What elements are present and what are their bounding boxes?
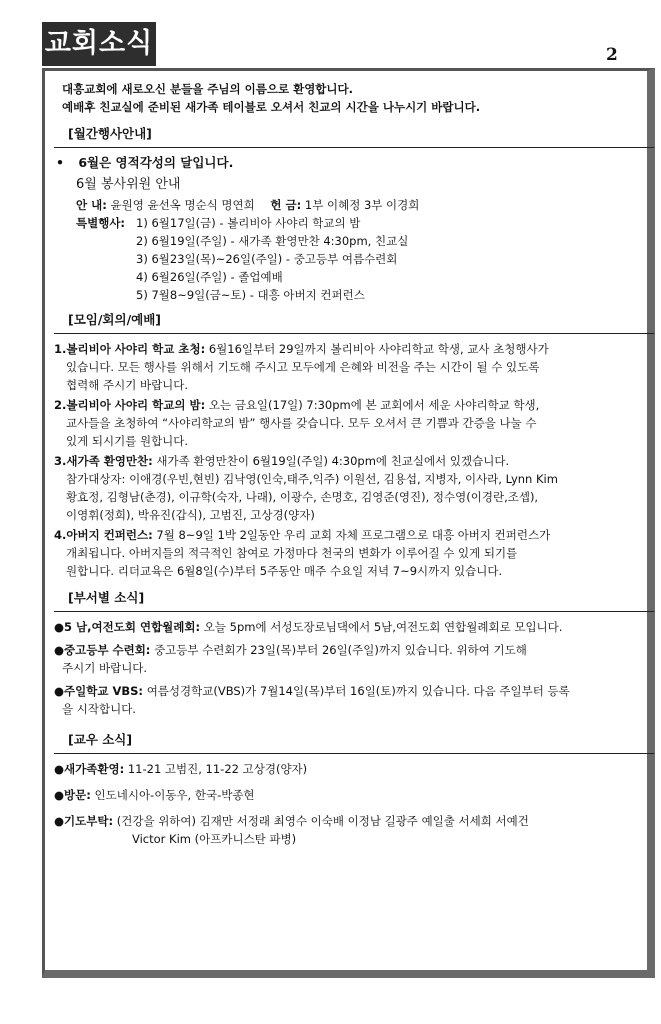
item-text: 협력해 주시기 바랍니다. <box>66 378 189 392</box>
item-label: 4.아버지 컨퍼런스: <box>54 528 153 542</box>
meeting-item <box>54 396 654 450</box>
item-text: 원합니다. 리더교육은 6월8일(수)부터 5주동안 매주 수요일 저녁 7~9시까지 있습니다. <box>66 564 503 578</box>
volunteer-title: 6월 봉사위원 안내 <box>76 177 181 192</box>
page-number: 2 <box>606 45 618 65</box>
section-divider <box>54 611 654 612</box>
item-text: 새가족 환영만찬이 6월19일(주일) 4:30pm에 친교실에서 있겠습니다. <box>156 454 510 468</box>
offering-label: 헌 금: <box>270 198 302 212</box>
item-label: ●5 남,여전도회 연합월례회: <box>54 620 201 634</box>
page-title: 교회소식 <box>42 22 156 66</box>
event-item: 5) 7월8~9일(금~토) - 대흥 아버지 컨퍼런스 <box>136 288 365 302</box>
item-text: 황효정, 김형남(춘경), 이규학(숙자, 나래), 이광수, 손명호, 김영준(영진), 정수영(이경란,조셉), <box>66 490 539 504</box>
item-label: ●기도부탁: <box>54 814 114 828</box>
section-divider <box>54 333 654 334</box>
department-item <box>54 682 654 718</box>
intro <box>62 80 654 116</box>
item-text: 주시기 바랍니다. <box>62 661 148 675</box>
item-text: Victor Kim (아프카니스탄 파병) <box>132 832 297 846</box>
offering-names: 1부 이혜정 3부 이경희 <box>304 198 420 212</box>
section-title-members: [교우 소식] <box>68 732 133 747</box>
item-text: 6월16일부터 29일까지 볼리비아 사야리학교 학생, 교사 초청행사가 <box>208 342 549 356</box>
item-text: 7월 8~9일 1박 2일동안 우리 교회 자체 프로그램으로 대흥 아버지 컨퍼런스가 <box>156 528 551 542</box>
item-label: ●방문: <box>54 788 91 802</box>
item-label: 3.새가족 환영만찬: <box>54 454 153 468</box>
item-label: 1.볼리비아 사야리 학교 초청: <box>54 342 206 356</box>
meeting-item <box>54 452 654 524</box>
item-text: 교사들을 초청하여 “사야리학교의 밤” 행사를 갖습니다. 모두 오셔서 큰 기쁨과 간증을 나눌 수 <box>66 416 537 430</box>
meeting-item <box>54 340 654 394</box>
item-text: 있습니다. 모든 행사를 위해서 기도해 주시고 모두에게 은혜와 비전을 주는 시간이 될 수 있도록 <box>66 360 540 374</box>
member-item <box>54 812 654 848</box>
item-text: (건강을 위하여) 김재만 서정래 최영수 이숙배 이정남 길광주 예일출 서세희 서예건 <box>116 814 529 828</box>
item-label: ●중고등부 수련회: <box>54 643 151 657</box>
item-text: 이영휘(정희), 박유진(갑식), 고범진, 고상경(양자) <box>66 508 315 522</box>
section-divider <box>54 147 654 148</box>
guide-label: 안 내: <box>76 198 107 212</box>
section-title-departments: [부서별 소식] <box>68 590 145 605</box>
event-item: 1) 6월17일(금) - 볼리비아 사야리 학교의 밤 <box>136 216 361 230</box>
item-text: 인도네시아-이동우, 한국-박종현 <box>94 788 255 802</box>
item-label: ●새가족환영: <box>54 762 125 776</box>
event-item: 2) 6월19일(주일) - 새가족 환영만찬 4:30pm, 친교실 <box>136 234 409 248</box>
department-item <box>54 618 654 636</box>
events-list <box>136 214 408 304</box>
item-text: 개최됩니다. 아버지들의 적극적인 참여로 가정마다 천국의 변화가 이루어질 수 있게 되기를 <box>66 546 518 560</box>
item-label: ●주일학교 VBS: <box>54 684 144 698</box>
intro-line: 대흥교회에 새로오신 분들을 주님의 이름으로 환영합니다. <box>62 82 354 96</box>
item-text: 을 시작합니다. <box>62 702 136 716</box>
event-item: 4) 6월26일(주일) - 졸업예배 <box>136 270 283 284</box>
guide-names: 윤원영 윤선옥 명순식 명연희 <box>110 198 255 212</box>
member-item <box>54 786 654 804</box>
meeting-item <box>54 526 654 580</box>
monthly-highlight: 6월은 영적각성의 달입니다. <box>78 155 234 170</box>
intro-line: 예배후 친교실에 준비된 새가족 테이블로 오셔서 친교의 시간을 나누시기 바랍니다. <box>62 100 481 114</box>
section-title-monthly: [월간행사안내] <box>68 126 152 141</box>
member-item <box>54 760 654 778</box>
item-text: 오늘 5pm에 서성도장로님댁에서 5남,여전도회 연합월례회로 모입니다. <box>203 620 563 634</box>
item-text: 참가대상자: 이애경(우빈,현빈) 김낙영(인숙,태주,익주) 이원선, 김용섭, 지병자, 이사라, Lynn Kim <box>66 472 558 486</box>
item-text: 여름성경학교(VBS)가 7월14일(목)부터 16일(토)까지 있습니다. 다음 주일부터 등록 <box>146 684 570 698</box>
event-item: 3) 6월23일(목)~26일(주일) - 중고등부 여름수련회 <box>136 252 398 266</box>
department-item <box>54 641 654 677</box>
item-text: 11-21 고범진, 11-22 고상경(양자) <box>127 762 308 776</box>
bulletin-content <box>54 80 654 848</box>
section-title-meetings: [모임/회의/예배] <box>68 312 162 327</box>
bullet-icon: • <box>56 155 64 170</box>
item-text: 중고등부 수련회가 23일(목)부터 26일(주일)까지 있습니다. 위하여 기도해 <box>154 643 527 657</box>
section-divider <box>54 753 654 754</box>
item-text: 있게 되시기를 원합니다. <box>66 434 189 448</box>
special-events <box>76 214 654 304</box>
item-text: 오는 금요일(17일) 7:30pm에 본 교회에서 세운 사야리학교 학생, <box>208 398 540 412</box>
item-label: 2.볼리비아 사야리 학교의 밤: <box>54 398 206 412</box>
events-label: 특별행사: <box>76 216 126 230</box>
